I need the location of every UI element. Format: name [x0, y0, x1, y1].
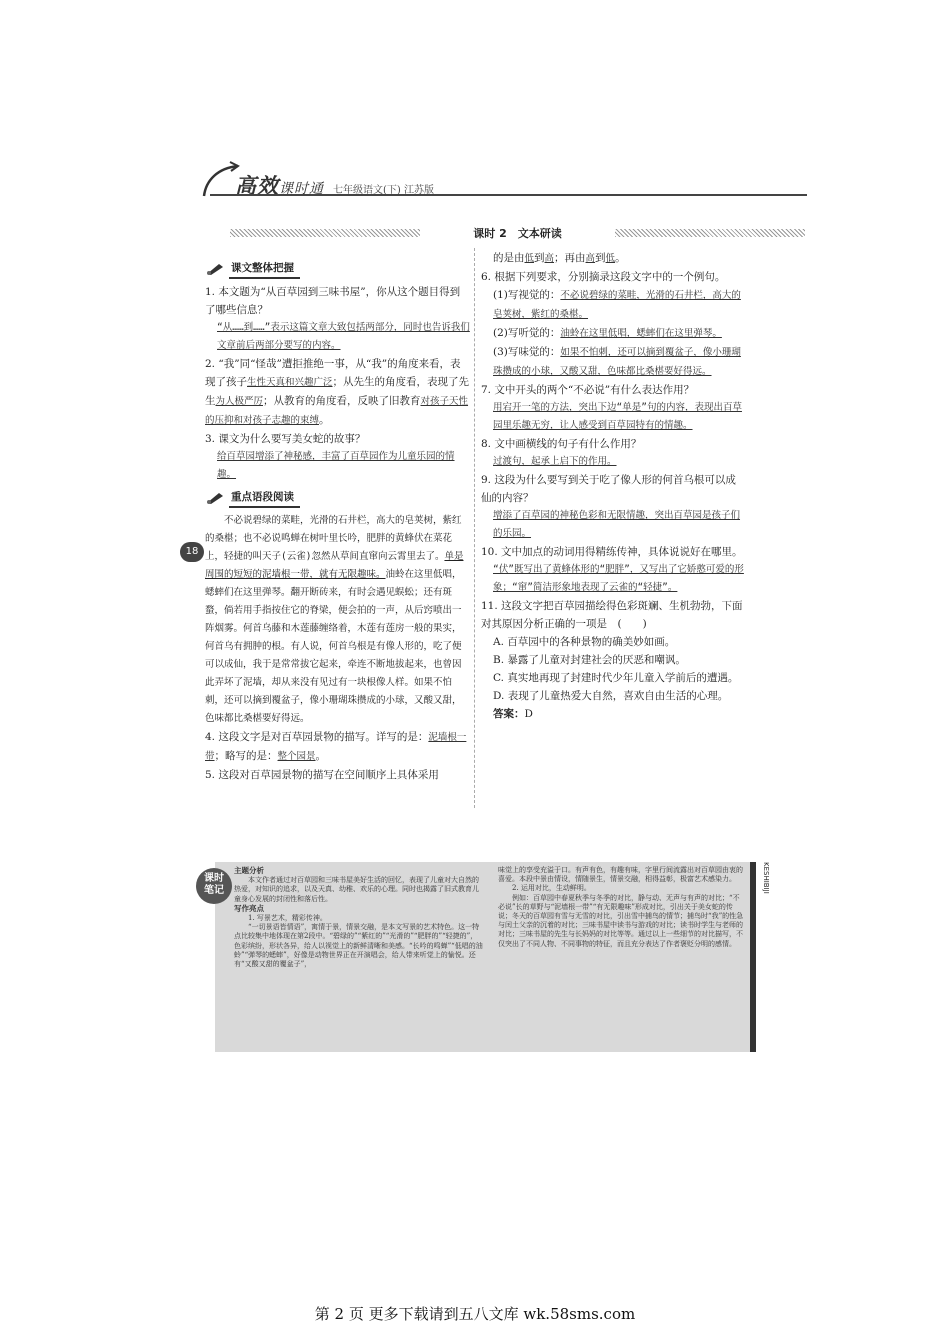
- hatch-right: [615, 229, 805, 237]
- answer-7: 用宕开一笔的方法，突出下边“单是”句的内容，表现出百草园里乐趣无穷，让人感受到百草园特有的情趣。: [493, 402, 742, 431]
- answer-1: “从……到……”表示这篇文章大致包括两部分，同时也告诉我们文章前后两部分要写的内容。: [217, 322, 470, 351]
- notes-left-column: [234, 866, 484, 969]
- answer-11: 答案：D: [493, 708, 533, 720]
- question-9: 9. 这段为什么要写到关于吃了像人形的何首乌根可以成仙的内容？: [481, 474, 736, 504]
- question-6-3: (3)写味觉的：如果不怕刺，还可以摘到覆盆子，像小珊瑚珠攒成的小球，又酸又甜，色味都比桑椹要好得远。: [493, 346, 741, 377]
- question-1: 1. 本文题为“从百草园到三味书屋”，你从这个题目得到了哪些信息？: [205, 286, 461, 316]
- reading-passage: 不必说碧绿的菜畦，光滑的石井栏，高大的皂荚树，紫红的桑椹；也不必说鸣蝉在树叶里长吟，肥胖的黄蜂伏在菜花上，轻捷的叫天子(云雀)忽然从草间直窜向云霄里去了。单是周围的短短的泥墙根一带，就有无限趣味。油蛉在这里低唱，蟋蟀们在这里弹琴。翻开断砖来，有时会遇见蜈蚣；还有斑蝥，倘若用手指按住它的脊梁，便会拍的一声，从后窍喷出一阵烟雾。何首乌藤和木莲藤缠络着，木莲有莲房一般的果实，何首乌有拥肿的根。有人说，何首乌根是有像人形的，吃了便可以成仙，我于是常常拔它起来，牵连不断地拔起来，也曾因此弄坏了泥墙，却从来没有见过有一块根像人样。如果不怕刺，还可以摘到覆盆子，像小珊瑚珠攒成的小球，又酸又甜，色味都比桑椹要好得远。: [205, 515, 464, 724]
- question-5-continued: 的是由低到高；再由高到低。: [493, 252, 626, 264]
- option-c: C. 真实地再现了封建时代少年儿童入学前后的遭遇。: [493, 672, 739, 684]
- question-6-2: (2)写听觉的：油蛉在这里低唱，蟋蟀们在这里弹琴。: [493, 327, 722, 339]
- hatch-left: [230, 229, 420, 237]
- answer-3: 给百草园增添了神秘感，丰富了百草园作为儿童乐园的情趣。: [217, 451, 455, 480]
- notes-side-label: KESHIBIJI: [762, 862, 770, 894]
- notes-side-bar: [750, 862, 756, 1052]
- notes-point-1-text: “一切景语皆情语”，寓情于景，情景交融，是本文写景的艺术特色。这一特点比较集中地体现在第2段中。“碧绿的”“紫红的”“光滑的”“肥胖的”“轻捷的”，色彩缤纷，形状各异，给人以视觉上的新鲜清晰和美感。“长吟的鸣蝉”“低唱的油蛉”“弹琴的蟋蟀”，好像是动物世界正在开演唱会，给人带来听觉上的愉悦。还有“又酸又甜的覆盆子”，: [234, 923, 483, 969]
- section-label: 课文整体把握: [229, 259, 300, 279]
- answer-10: “伏”既写出了黄蜂体形的“肥胖”，又写出了它娇憨可爱的形象；“窜”简洁形象地表现了云雀的“轻捷”。: [493, 564, 744, 593]
- answer-9: 增添了百草园的神秘色彩和无限情趣，突出百草园是孩子们的乐园。: [493, 510, 741, 539]
- notes-badge: 课时 笔记: [196, 868, 232, 904]
- notes-point-2-title: 2. 运用对比，生动鲜明。: [512, 884, 591, 893]
- answer-8: 过渡句，起承上启下的作用。: [493, 456, 617, 467]
- page-footer: 第 2 页 更多下载请到五八文库 wk.58sms.com: [314, 1305, 636, 1323]
- section-reading-heading: [205, 488, 470, 508]
- notes-point-1-title: 1. 写景艺术，精彩传神。: [248, 914, 327, 923]
- question-10: 10. 文中加点的动词用得精练传神，具体说说好在哪里。: [481, 546, 743, 558]
- notes-theme-text: 本文作者通过对百草园和三味书屋美好生活的回忆，表现了儿童对大自然的热爱，对知识的追求，以及天真、幼稚、欢乐的心理。同时也揭露了旧式教育儿童身心发展的封闭性和落后性。: [234, 876, 479, 903]
- lesson-title: 课时 2 文本研读: [430, 225, 605, 241]
- question-7: 7. 文中开头的两个“不必说”有什么表达作用？: [481, 384, 695, 396]
- question-6: 6. 根据下列要求，分别摘录这段文字中的一个例句。: [481, 271, 726, 283]
- right-column: [481, 249, 745, 723]
- section-label: 重点语段阅读: [229, 488, 300, 508]
- question-2: 2. “我”同“怪哉”遭拒推绝一事，从“我”的角度来看，表现了孩子生性天真和兴趣广泛；从先生的角度看，表现了先生为人极严厉；从教育的角度看，反映了旧教育对孩子天性的压抑和对孩子志趣的束缚。: [205, 358, 470, 426]
- notes-heading-writing: 写作亮点: [234, 903, 264, 913]
- question-11: 11. 这段文字把百草园描绘得色彩斑斓、生机勃勃，下面对其原因分析正确的一项是 ( ): [481, 600, 743, 630]
- question-6-1: (1)写视觉的：不必说碧绿的菜畦，光滑的石井栏，高大的皂荚树，紫红的桑椹。: [493, 289, 741, 320]
- question-5: 5. 这段对百草园景物的描写在空间顺序上具体采用: [205, 769, 439, 781]
- page-number-badge: 18: [180, 542, 204, 562]
- notes-continued-text: 味觉上的享受充溢于口。有声有色，有趣有味，字里行间流露出对百草园由衷的喜爱。本段中景由情设，情随景生，情景交融，相得益彰，极富艺术感染力。: [498, 866, 743, 884]
- option-b: B. 暴露了儿童对封建社会的厌恶和嘲讽。: [493, 654, 686, 666]
- notes-point-2-text: 例如：百草园中春夏秋季与冬季的对比，静与动、无声与有声的对比；“不必说”长的草野与“泥墙根一带”“有无限趣味”形成对比，引出关于美女蛇的传说；冬天的百草园有雪与无雪的对比，引出雪中捕鸟的情节；捕鸟时“我”的性急与闰土父亲的沉着的对比；三味书屋中读书与游戏的对比；读书时学生与老师的对比；三味书屋的先生与长妈妈的对比等等。通过以上一些细节的对比描写，不仅突出了不同人物、不同事物的特征，而且充分表达了作者褒贬分明的感情。: [498, 893, 744, 948]
- left-column: [205, 255, 470, 784]
- option-a: A. 百草园中的各种景物的确美妙如画。: [493, 636, 676, 648]
- header-rule: [210, 194, 807, 196]
- notes-right-column: [498, 866, 746, 949]
- notes-heading-theme: 主题分析: [234, 866, 264, 875]
- question-4: 4. 这段文字是对百草园景物的描写。详写的是：泥墙根一带；略写的是：整个园景。: [205, 731, 467, 762]
- lesson-title-bar: [230, 227, 805, 239]
- option-d: D. 表现了儿童热爱大自然，喜欢自由生活的心理。: [493, 690, 729, 702]
- brand-title: 高效课时通: [235, 173, 324, 198]
- question-8: 8. 文中画横线的句子有什么作用？: [481, 438, 642, 450]
- question-3: 3. 课文为什么要写美女蛇的故事？: [205, 433, 366, 445]
- pen-icon: [205, 491, 227, 505]
- section-overall-heading: [205, 259, 470, 279]
- book-subtitle: 七年级语文(下) 江苏版: [333, 185, 434, 196]
- pen-icon: [205, 262, 227, 276]
- column-divider: [474, 248, 475, 808]
